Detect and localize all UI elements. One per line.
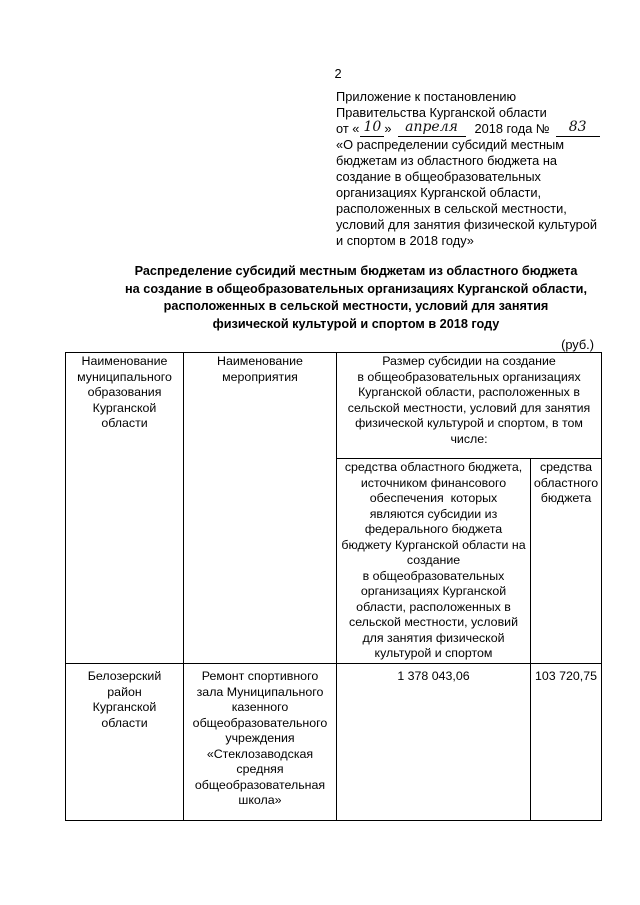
appendix-line-1: Приложение к постановлению xyxy=(336,89,517,104)
header-federal-funded: средства областного бюджета, источником финансового обеспечения которых являются субсидии из федерального бюджета бюджету Курганской области на создание в общеобразовательных организациях Курганской области, расположенных в сельской местности, условий для занятия физической культурой и спортом xyxy=(337,459,531,664)
decree-number-blank xyxy=(556,119,600,137)
appendix-subject: «О распределении субсидий местным бюджетам из областного бюджета на создание в общеобразовательных организациях Курганской области, расположенных в сельской местности, условий для занятия физической культурой и спортом в 2018 году» xyxy=(336,137,597,248)
subsidy-table xyxy=(65,352,602,821)
date-day-handwritten: 10 xyxy=(363,119,382,135)
header-regional-funds: средства областного бюджета xyxy=(531,459,602,664)
header-municipality: Наименование муниципального образования Курганской области xyxy=(66,353,184,664)
cell-regional-funds: 103 720,75 xyxy=(531,664,602,821)
table-header-row xyxy=(66,353,602,459)
cell-activity: Ремонт спортивного зала Муниципального казенного общеобразовательного учреждения «Стеклозаводская средняя общеобразовательная школа» xyxy=(184,664,337,821)
date-year-label: 2018 года № xyxy=(474,121,550,136)
date-day-blank xyxy=(360,119,384,137)
date-close-quote: » xyxy=(384,121,392,136)
document-title: Распределение субсидий местным бюджетам из областного бюджета на создание в общеобразовательных организациях Курганской области, расположенных в сельской местности, условий для занятия физической культурой и спортом в 2018 году xyxy=(125,264,587,331)
table-row xyxy=(66,664,602,821)
page-number: 2 xyxy=(334,66,342,81)
header-subsidy-total: Размер субсидии на создание в общеобразовательных организациях Курганской области, расположенных в сельской местности, условий для занятия физической культурой и спортом, в том числе: xyxy=(337,353,602,459)
unit-label: (руб.) xyxy=(561,337,594,352)
appendix-date-line xyxy=(336,121,600,137)
appendix-line-2: Правительства Курганской области xyxy=(336,105,547,120)
cell-municipality: Белозерский район Курганской области xyxy=(66,664,184,821)
header-activity: Наименование мероприятия xyxy=(184,353,337,664)
cell-federal-funded: 1 378 043,06 xyxy=(337,664,531,821)
date-prefix: от « xyxy=(336,121,360,136)
appendix-block xyxy=(336,89,600,249)
decree-number-handwritten: 83 xyxy=(568,119,587,135)
date-month-handwritten: апреля xyxy=(405,119,458,135)
date-month-blank xyxy=(398,119,466,137)
